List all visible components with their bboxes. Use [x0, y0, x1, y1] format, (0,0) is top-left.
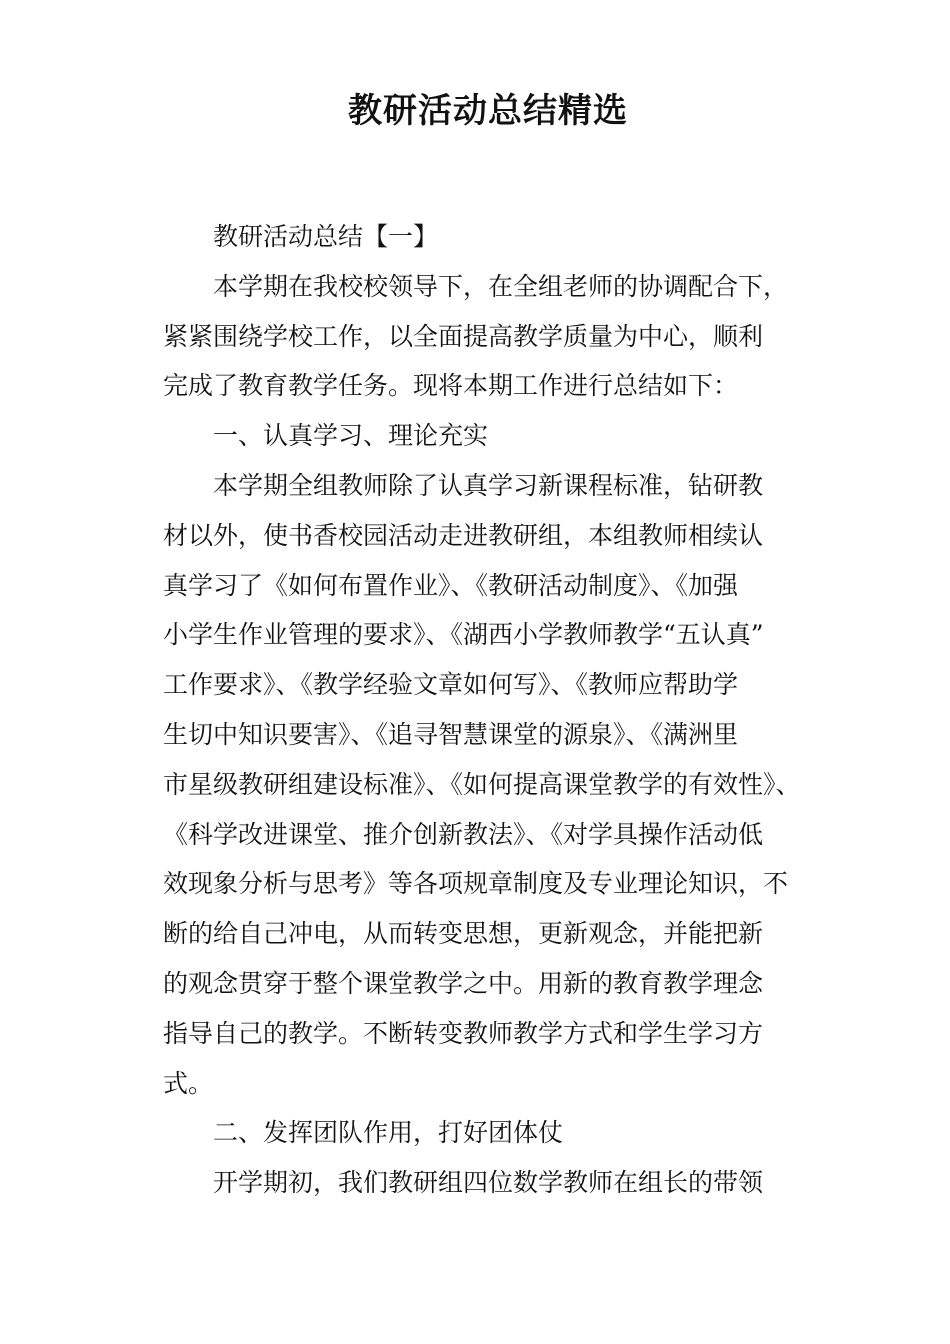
paragraph-line: 工作要求》、《教学经验文章如何写》、《教师应帮助学: [163, 670, 739, 700]
subsection-heading: 一、认真学习、理论充实: [213, 421, 489, 451]
paragraph-line: 的观念贯穿于整个课堂教学之中。用新的教育教学理念: [163, 968, 764, 998]
paragraph-line: 小学生作业管理的要求》、《湖西小学教师教学“五认真”: [163, 620, 764, 650]
document-title: 教研活动总结精选: [348, 91, 628, 131]
paragraph-line: 真学习了《如何布置作业》、《教研活动制度》、《加强: [163, 570, 739, 600]
paragraph-line: 材以外，使书香校园活动走进教研组，本组教师相续认: [163, 520, 764, 550]
paragraph-line: 紧紧围绕学校工作，以全面提高教学质量为中心，顺利: [163, 321, 764, 351]
paragraph-line: 市星级教研组建设标准》、《如何提高课堂教学的有效性》、: [163, 769, 801, 799]
paragraph-line: 式。: [163, 1068, 214, 1098]
paragraph-line: 断的给自己冲电，从而转变思想，更新观念，并能把新: [163, 919, 764, 949]
subsection-heading: 二、发挥团队作用，打好团体仗: [213, 1118, 564, 1148]
document-body: [163, 212, 813, 1208]
paragraph-line: 本学期在我校校领导下，在全组老师的协调配合下，: [213, 271, 789, 301]
paragraph-line: 指导自己的教学。不断转变教师教学方式和学生学习方: [163, 1018, 764, 1048]
paragraph-line: 效现象分析与思考》等各项规章制度及专业理论知识，不: [163, 869, 789, 899]
paragraph-line: 完成了教育教学任务。现将本期工作进行总结如下：: [163, 371, 739, 401]
paragraph-line: 生切中知识要害》、《追寻智慧课堂的源泉》、《满洲里: [163, 719, 739, 749]
paragraph-line: 《科学改进课堂、推介创新教法》、《对学具操作活动低: [163, 819, 764, 849]
paragraph-line: 开学期初，我们教研组四位数学教师在组长的带领: [213, 1168, 764, 1198]
paragraph-line: 本学期全组教师除了认真学习新课程标准，钻研教: [213, 470, 764, 500]
section-heading: 教研活动总结【一】: [213, 222, 439, 251]
